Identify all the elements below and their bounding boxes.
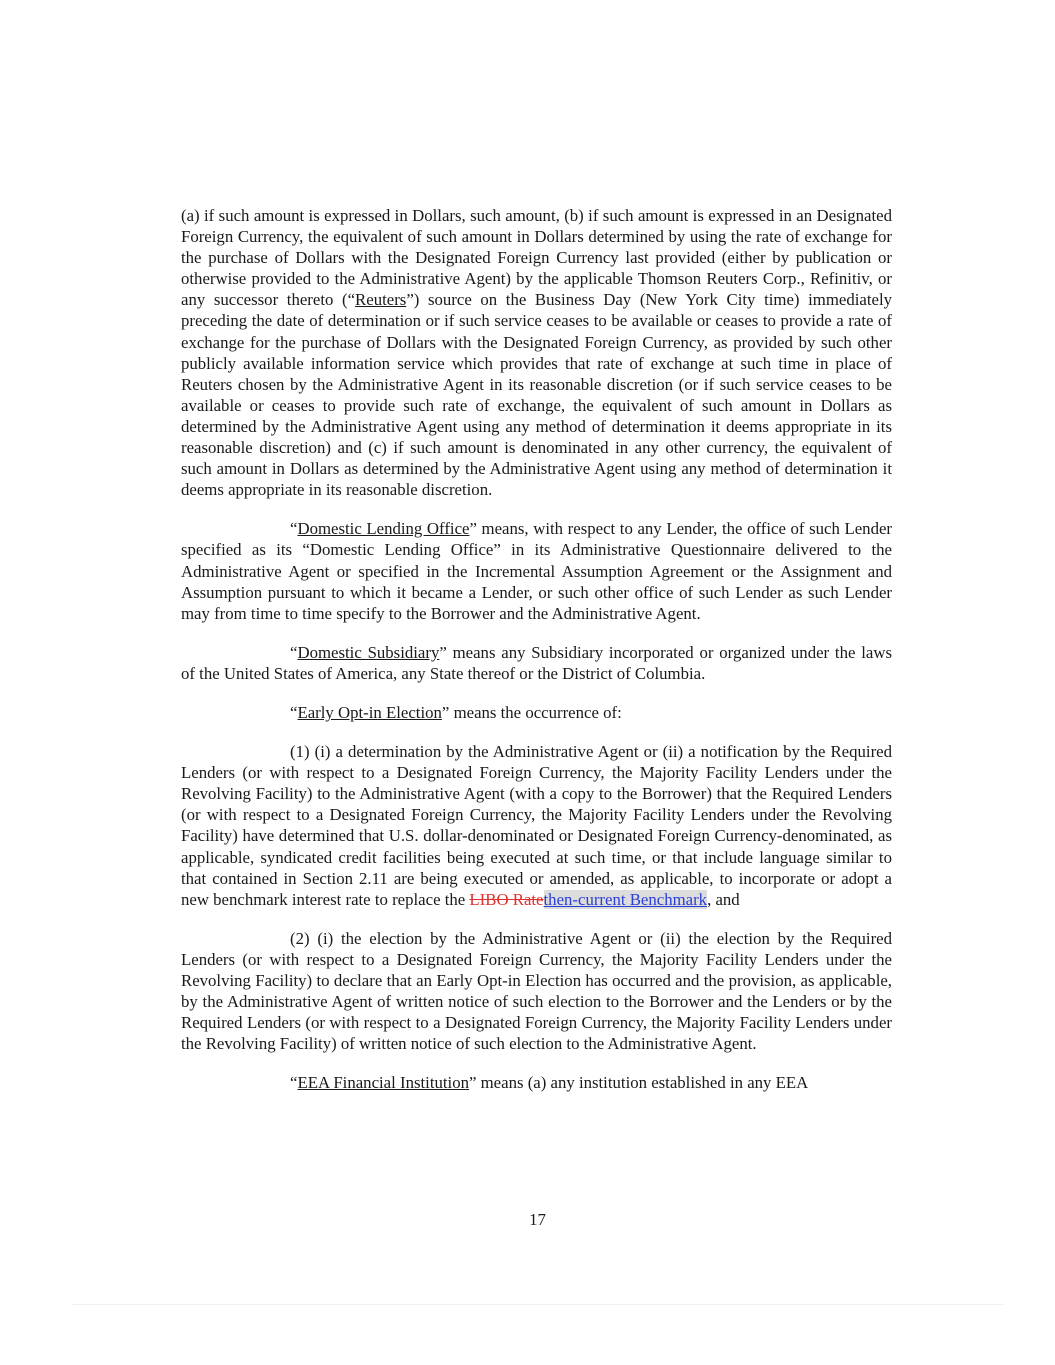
definition-text: ” means, with respect to any Lender, the office of such Lender specified as its “Domestic Lending Office” in its Administrative Questionnaire delivered to the Administrative Agent or specified in the Incremental Assumption Agreement or the Assignment and Assumption pursuant to which it became a Lender, or such other office of such Lender as such Lender may from time to time specify to the Borrower and the Administrative Agent.: [181, 519, 893, 623]
clause-text-end: , and: [707, 889, 740, 909]
defined-term-eea-financial-institution: EEA Financial Institution: [297, 1073, 469, 1093]
defined-term-domestic-subsidiary: Domestic Subsidiary: [297, 642, 440, 662]
definition-text: ” means (a) any institution established in any EEA: [468, 1073, 809, 1093]
page-number: 17: [529, 1210, 546, 1229]
definition-early-opt-in-election: [181, 702, 892, 723]
open-quote: “: [290, 642, 298, 662]
clause-2: [181, 928, 892, 1055]
paragraph-text: (a) if such amount is expressed in Dollars, such amount, (b) if such amount is expressed in an Designated Foreign Currency, the equivalent of such amount in Dollars determined by using the rate of exchange for the purchase of Dollars with the Designated Foreign Currency last provided (either by publication or otherwise provided to the Administrative Agent) by the applicable Thomson Reuters Corp., Refinitiv, or any successor thereto (“: [181, 206, 892, 310]
document-body: [181, 205, 892, 1111]
definition-text: ” means the occurrence of:: [441, 702, 622, 722]
definition-domestic-subsidiary: [181, 642, 892, 684]
definition-text: ” means any Subsidiary incorporated or organized under the laws of the United States of America, any State thereof or the District of Columbia.: [181, 642, 892, 683]
defined-term-domestic-lending-office: Domestic Lending Office: [297, 519, 470, 539]
definition-domestic-lending-office: [181, 518, 892, 623]
tracked-insertion[interactable]: then-current Benchmark: [543, 889, 708, 909]
clause-text: (2) (i) the election by the Administrative Agent or (ii) the election by the Required Lenders (or with respect to a Designated Foreign Currency, the Majority Facility Lenders under the Revolving Facility) to declare that an Early Opt-in Election has occurred and the provision, as applicable, by the Administrative Agent of written notice of such election to the Borrower and the Lenders or by the Required Lenders (or with respect to a Designated Foreign Currency, the Majority Facility Lenders under the Revolving Facility) of written notice of such election to the Administrative Agent.: [181, 928, 892, 1054]
paragraph-text: ”) source on the Business Day (New York City time) immediately preceding the date of determination or if such service ceases to be available or ceases to provide a rate of exchange for the purchase of Dollars with the Designated Foreign Currency, as provided by such other publicly available information service which provides that rate of exchange at such time in place of Reuters chosen by the Administrative Agent in its reasonable discretion (or if such service ceases to be available or ceases to provide such rate of exchange, the equivalent of such amount in Dollars as determined by the Administrative Agent using any method of determination it deems appropriate in its reasonable discretion) and (c) if such amount is denominated in any other currency, the equivalent of such amount in Dollars as determined by the Administrative Agent using any method of determination it deems appropriate in its reasonable discretion.: [181, 290, 892, 500]
defined-term-early-opt-in-election: Early Opt-in Election: [297, 702, 442, 722]
tracked-deletion: LIBO Rate: [469, 889, 544, 909]
defined-term-reuters: Reuters: [355, 290, 407, 310]
definition-eea-financial-institution: [181, 1072, 892, 1093]
paragraph-dollar-amount: [181, 205, 892, 500]
open-quote: “: [290, 519, 298, 539]
open-quote: “: [290, 1073, 298, 1093]
clause-1: [181, 741, 892, 910]
clause-text: (1) (i) a determination by the Administrative Agent or (ii) a notification by the Required Lenders (or with respect to a Designated Foreign Currency, the Majority Facility Lenders under the Revolving Facility) to the Administrative Agent (with a copy to the Borrower) that the Required Lenders (or with respect to a Designated Foreign Currency, the Majority Facility Lenders under the Revolving Facility) have determined that U.S. dollar-denominated or Designated Foreign Currency-denominated, as applicable, syndicated credit facilities being executed at such time, or that include language similar to that contained in Section 2.11 are being executed or amended, as applicable, to incorporate or adopt a new benchmark interest rate to replace the: [181, 742, 892, 909]
page-bottom-divider: [72, 1304, 1004, 1305]
open-quote: “: [290, 702, 298, 722]
